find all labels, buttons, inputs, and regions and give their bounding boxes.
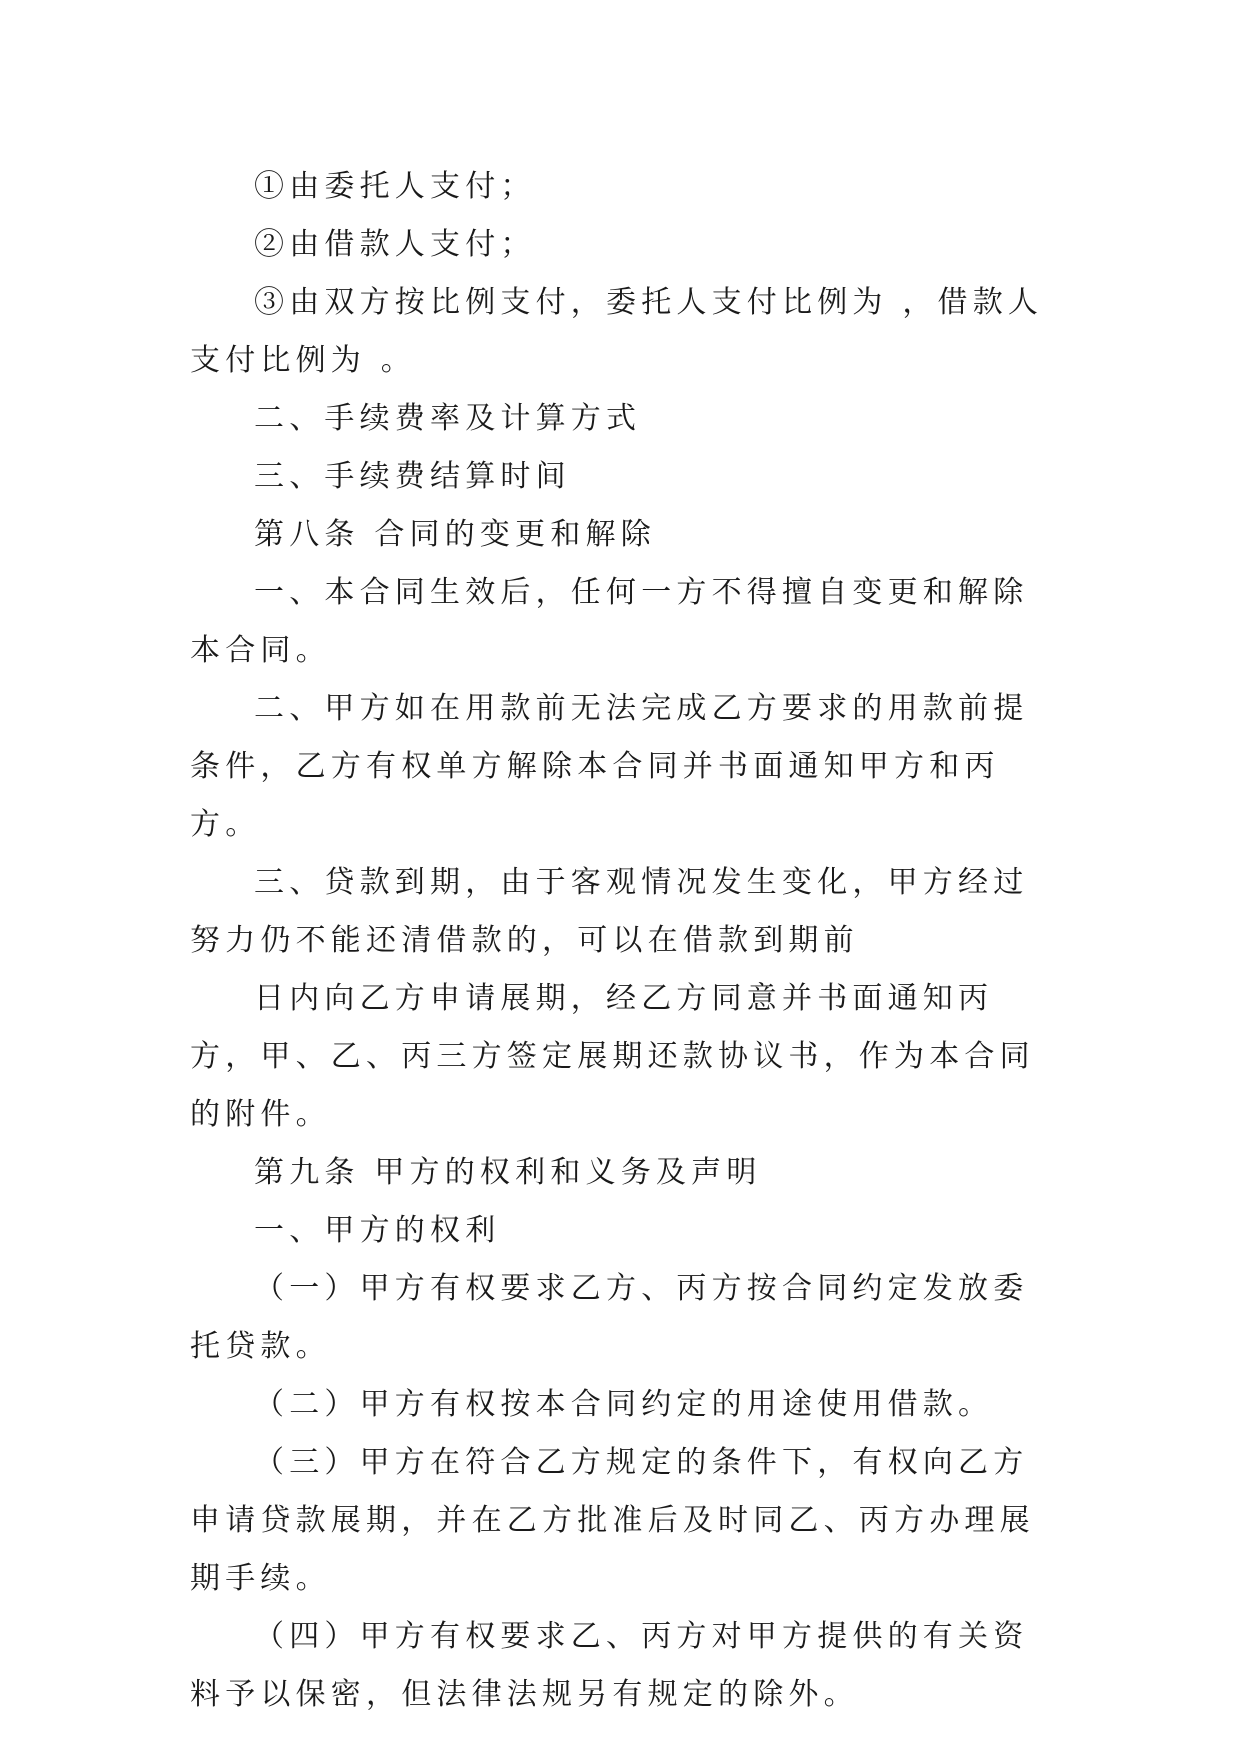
article-heading-9: 第九条 甲方的权利和义务及声明 [254,1155,762,1190]
paragraph-payment-by-ratio: ③由双方按比例支付，委托人支付比例为 ，借款人支付比例为 。 [190,285,1044,378]
paragraph-payment-by-borrower: ②由借款人支付； [254,227,536,262]
paragraph-fee-rate: 二、手续费率及计算方式 [254,401,642,436]
paragraph-right-2: （二）甲方有权按本合同约定的用途使用借款。 [254,1387,994,1422]
paragraph-payment-by-principal: ①由委托人支付； [254,169,536,204]
paragraph-fee-settlement-time: 三、手续费结算时间 [254,459,571,494]
document-body [190,158,1052,1724]
article-heading-8: 第八条 合同的变更和解除 [254,517,656,552]
paragraph-no-unilateral-change: 一、本合同生效后，任何一方不得擅自变更和解除本合同。 [190,575,1029,668]
paragraph-right-1: （一）甲方有权要求乙方、丙方按合同约定发放委托贷款。 [190,1271,1029,1364]
paragraph-extension-application: 日内向乙方申请展期，经乙方同意并书面通知丙方，甲、乙、丙三方签定展期还款协议书，作为本合同的附件。 [190,981,1035,1132]
paragraph-right-3: （三）甲方在符合乙方规定的条件下，有权向乙方申请贷款展期，并在乙方批准后及时同乙、丙方办理展期手续。 [190,1445,1035,1596]
paragraph-termination-right: 二、甲方如在用款前无法完成乙方要求的用款前提条件，乙方有权单方解除本合同并书面通知甲方和丙方。 [190,691,1029,842]
paragraph-right-4: （四）甲方有权要求乙、丙方对甲方提供的有关资料予以保密，但法律法规另有规定的除外。 [190,1619,1029,1712]
paragraph-loan-maturity: 三、贷款到期，由于客观情况发生变化，甲方经过努力仍不能还清借款的，可以在借款到期前 [190,865,1029,958]
section-heading-party-a-rights: 一、甲方的权利 [254,1213,501,1248]
